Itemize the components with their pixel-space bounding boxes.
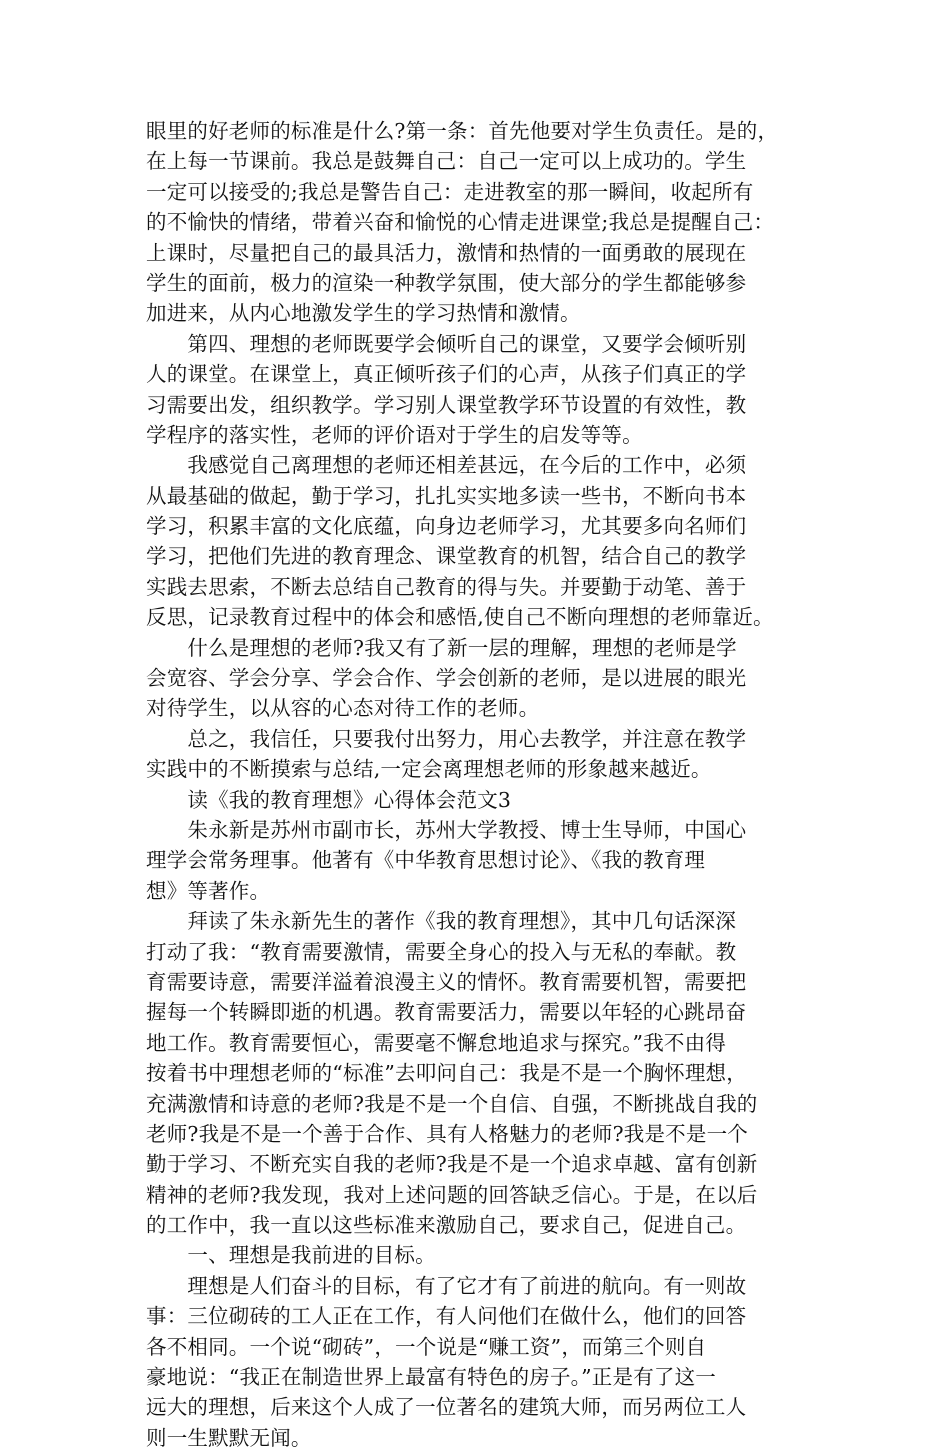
text-line: 学生的面前，极力的渲染一种教学氛围，使大部分的学生都能够参: [146, 270, 747, 295]
text-line: 我感觉自己离理想的老师还相差甚远，在今后的工作中，必须: [146, 453, 747, 478]
text-line: 则一生默默无闻。: [146, 1425, 312, 1450]
text-line: 勤于学习、不断充实自我的老师?我是不是一个追求卓越、富有创新: [146, 1152, 758, 1177]
text-line: 育需要诗意，需要洋溢着浪漫主义的情怀。教育需要机智，需要把: [146, 969, 747, 994]
text-line: 朱永新是苏州市副市长，苏州大学教授、博士生导师，中国心: [146, 817, 747, 842]
text-line: 老师?我是不是一个善于合作、具有人格魅力的老师?我是不是一个: [146, 1121, 748, 1146]
text-line: 习需要出发，组织教学。学习别人课堂教学环节设置的有效性，教: [146, 392, 747, 417]
text-line: 总之，我信任，只要我付出努力，用心去教学，并注意在教学: [146, 726, 747, 751]
text-line: 会宽容、学会分享、学会合作、学会创新的老师，是以进展的眼光: [146, 666, 747, 691]
text-line: 一定可以接受的;我总是警告自己：走进教室的那一瞬间，收起所有: [146, 179, 754, 204]
text-line: 学程序的落实性，老师的评价语对于学生的启发等等。: [146, 422, 643, 447]
text-line: 一、理想是我前进的目标。: [146, 1243, 436, 1268]
text-line: 理学会常务理事。他著有《中华教育思想讨论》、《我的教育理: [146, 848, 706, 873]
text-line: 各不相同。一个说“砌砖”，一个说是“赚工资”，而第三个则自: [146, 1334, 707, 1359]
text-line: 理想是人们奋斗的目标，有了它才有了前进的航向。有一则故: [146, 1273, 747, 1298]
text-line: 的不愉快的情绪，带着兴奋和愉悦的心情走进课堂;我总是提醒自己：: [146, 210, 775, 235]
text-line: 想》等著作。: [146, 878, 271, 903]
text-line: 什么是理想的老师?我又有了新一层的理解，理想的老师是学: [146, 635, 737, 660]
text-line: 加进来，从内心地激发学生的学习热情和激情。: [146, 301, 581, 326]
text-line: 充满激情和诗意的老师?我是不是一个自信、自强，不断挑战自我的: [146, 1091, 758, 1116]
text-line: 第四、理想的老师既要学会倾听自己的课堂，又要学会倾听别: [146, 331, 747, 356]
text-line: 眼里的好老师的标准是什么?第一条：首先他要对学生负责任。是的，: [146, 119, 779, 143]
text-line: 按着书中理想老师的“标准”去叩问自己：我是不是一个胸怀理想，: [146, 1061, 747, 1086]
text-line: 拜读了朱永新先生的著作《我的教育理想》，其中几句话深深: [146, 909, 737, 934]
text-line: 握每一个转瞬即逝的机遇。教育需要活力，需要以年轻的心跳昂奋: [146, 1000, 747, 1025]
text-line: 学习，把他们先进的教育理念、课堂教育的机智，结合自己的教学: [146, 544, 747, 569]
document-body-text: [146, 116, 826, 1453]
text-line: 上课时，尽量把自己的最具活力，激情和热情的一面勇敢的展现在: [146, 240, 747, 265]
text-line: 从最基础的做起，勤于学习，扎扎实实地多读一些书，不断向书本: [146, 483, 747, 508]
text-line: 豪地说：“我正在制造世界上最富有特色的房子。”正是有了这一: [146, 1365, 717, 1390]
text-line: 实践中的不断摸索与总结,一定会离理想老师的形象越来越近。: [146, 757, 712, 782]
text-line: 人的课堂。在课堂上，真正倾听孩子们的心声，从孩子们真正的学: [146, 362, 747, 387]
text-line: 的工作中，我一直以这些标准来激励自己，要求自己，促进自己。: [146, 1213, 747, 1238]
text-line: 在上每一节课前。我总是鼓舞自己：自己一定可以上成功的。学生: [146, 149, 747, 174]
text-line: 地工作。教育需要恒心，需要毫不懈怠地追求与探究。”我不由得: [146, 1030, 727, 1055]
text-line: 学习，积累丰富的文化底蕴，向身边老师学习，尤其要多向名师们: [146, 514, 747, 539]
text-line: 事：三位砌砖的工人正在工作，有人问他们在做什么，他们的回答: [146, 1304, 747, 1329]
text-line: 反思，记录教育过程中的体会和感悟,使自己不断向理想的老师靠近。: [146, 605, 774, 630]
text-line: 对待学生，以从容的心态对待工作的老师。: [146, 696, 540, 721]
text-line: 远大的理想，后来这个人成了一位著名的建筑大师，而另两位工人: [146, 1395, 747, 1420]
text-line: 实践去思索，不断去总结自己教育的得与失。并要勤于动笔、善于: [146, 574, 747, 599]
text-line: 读《我的教育理想》心得体会范文3: [146, 787, 512, 812]
text-line: 精神的老师?我发现，我对上述问题的回答缺乏信心。于是，在以后: [146, 1182, 758, 1207]
text-line: 打动了我：“教育需要激情，需要全身心的投入与无私的奉献。教: [146, 939, 737, 964]
